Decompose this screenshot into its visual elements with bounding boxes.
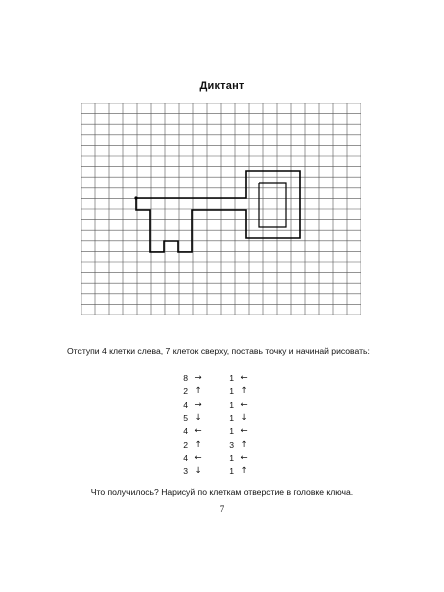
step-arrow-icon: → <box>194 399 202 410</box>
step-arrow-icon: ↑ <box>240 386 248 397</box>
page-title: Диктант <box>199 80 245 92</box>
step-count: 1 <box>229 386 234 397</box>
step-arrow-icon: ↓ <box>194 412 202 423</box>
step-count: 1 <box>229 452 234 463</box>
step-count: 1 <box>229 373 234 383</box>
step-arrow-icon: ↑ <box>194 386 202 397</box>
grid-lines <box>81 103 361 315</box>
step-count: 1 <box>229 412 234 423</box>
step-arrow-icon: ↑ <box>194 439 202 450</box>
step-arrow-icon: ↓ <box>194 466 202 477</box>
step-arrow-icon: ↑ <box>240 466 248 477</box>
instruction-text: Отступи 4 клетки слева, 7 клеток сверху, поставь точку и начинай рисовать: <box>67 346 370 356</box>
grid-svg <box>81 103 361 315</box>
step-arrow-icon: ↓ <box>240 412 248 423</box>
step-arrow-icon: ← <box>194 452 202 463</box>
question-text: Что получилось? Нарисуй по клеткам отверстие в головке ключа. <box>90 487 354 497</box>
step-count: 1 <box>229 426 234 437</box>
step-count: 2 <box>183 439 188 450</box>
step-arrow-icon: ← <box>240 452 248 463</box>
step-count: 4 <box>183 426 188 437</box>
step-count: 3 <box>229 439 234 450</box>
step-arrow-icon: ← <box>194 426 202 437</box>
step-count: 5 <box>183 412 188 423</box>
step-count: 8 <box>183 373 188 383</box>
step-count: 4 <box>183 452 188 463</box>
step-count: 4 <box>183 399 188 410</box>
step-count: 1 <box>229 466 234 477</box>
step-arrow-icon: ← <box>240 399 248 410</box>
step-arrow-icon: ← <box>240 426 248 437</box>
drawing-grid <box>81 103 361 320</box>
step-count: 1 <box>229 399 234 410</box>
step-arrow-icon: → <box>194 373 202 383</box>
step-arrow-icon: ← <box>240 373 248 383</box>
step-count: 2 <box>183 386 188 397</box>
step-arrow-icon: ↑ <box>240 439 248 450</box>
step-count: 3 <box>183 466 188 477</box>
start-point <box>134 196 137 199</box>
page-number: 7 <box>219 504 225 514</box>
